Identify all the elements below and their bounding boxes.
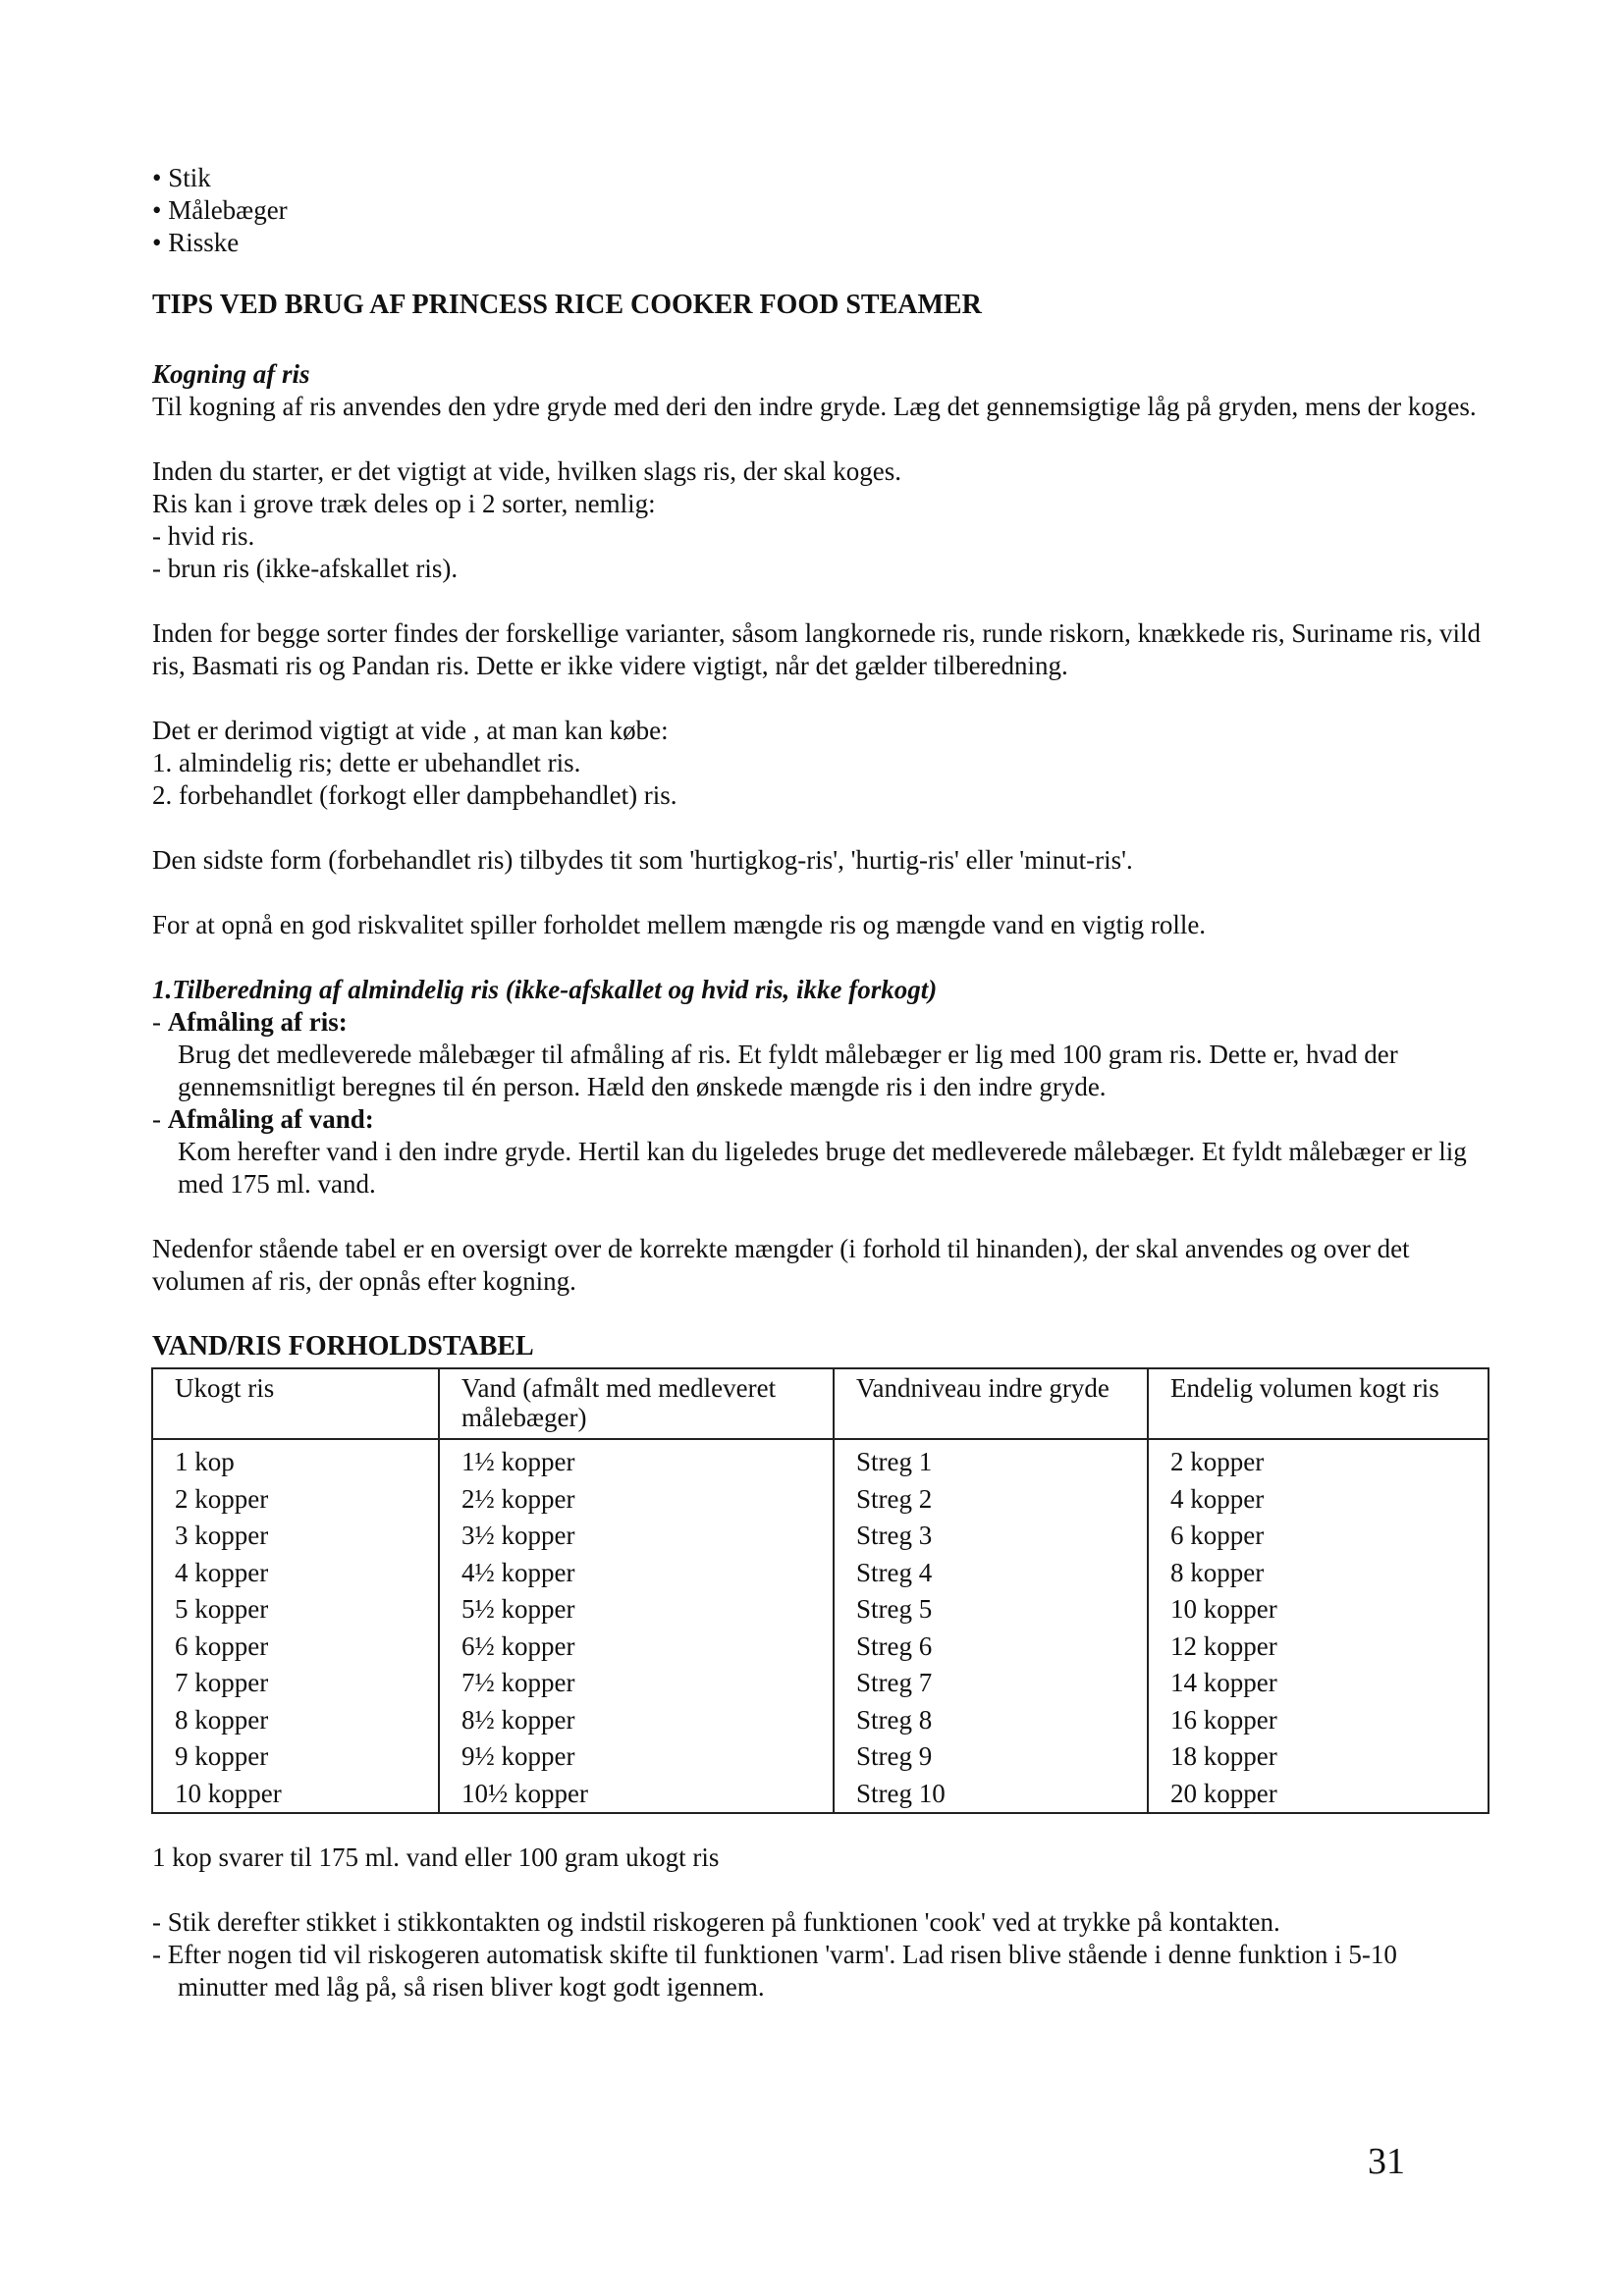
page-number: 31 bbox=[1368, 2141, 1405, 2182]
table-intro: Nedenfor stående tabel er en oversigt over de korrekte mængder (i forhold til hinanden), der skal anvendes og over det volumen af ris, der opnås efter kogning. bbox=[152, 1234, 1410, 1296]
table-cell: 14 kopper bbox=[1148, 1665, 1489, 1702]
water-measure-label-text: Afmåling af vand: bbox=[167, 1104, 374, 1134]
col-header: Vandniveau indre gryde bbox=[834, 1368, 1148, 1439]
table-cell: 6½ kopper bbox=[439, 1629, 834, 1666]
table-cell: 10 kopper bbox=[1148, 1591, 1489, 1629]
table-row bbox=[152, 1702, 1489, 1739]
table-row bbox=[152, 1555, 1489, 1592]
table-cell: 8 kopper bbox=[152, 1702, 439, 1739]
table-cell: Streg 5 bbox=[834, 1591, 1148, 1629]
table-cell: 8½ kopper bbox=[439, 1702, 834, 1739]
table-cell: Streg 1 bbox=[834, 1439, 1148, 1481]
table-cell: 5½ kopper bbox=[439, 1591, 834, 1629]
table-title: VAND/RIS FORHOLDSTABEL bbox=[152, 1331, 534, 1362]
table-cell: Streg 9 bbox=[834, 1738, 1148, 1776]
table-cell: 6 kopper bbox=[1148, 1518, 1489, 1555]
text-line: Inden du starter, er det vigtigt at vide, hvilken slags ris, der skal koges. bbox=[152, 456, 901, 486]
col-header: Endelig volumen kogt ris bbox=[1148, 1368, 1489, 1439]
cooking-subheading: Kogning af ris bbox=[152, 359, 310, 389]
text-line: Det er derimod vigtigt at vide , at man kan købe: bbox=[152, 716, 669, 745]
table-cell: 9½ kopper bbox=[439, 1738, 834, 1776]
table-row bbox=[152, 1776, 1489, 1814]
table-cell: Streg 6 bbox=[834, 1629, 1148, 1666]
table-cell: 16 kopper bbox=[1148, 1702, 1489, 1739]
table-cell: 7½ kopper bbox=[439, 1665, 834, 1702]
table-cell: 20 kopper bbox=[1148, 1776, 1489, 1814]
table-cell: 10½ kopper bbox=[439, 1776, 834, 1814]
table-row bbox=[152, 1518, 1489, 1555]
paragraph: Den sidste form (forbehandlet ris) tilbydes tit som 'hurtigkog-ris', 'hurtig-ris' eller 'minut-ris'. bbox=[152, 845, 1133, 875]
table-cell: Streg 10 bbox=[834, 1776, 1148, 1814]
purchase-paragraph bbox=[152, 715, 1488, 812]
rice-measure-label-text: Afmåling af ris: bbox=[167, 1007, 348, 1037]
rice-types-paragraph bbox=[152, 455, 1488, 585]
water-measure-label: - Afmåling af vand: bbox=[152, 1104, 374, 1134]
rice-measure-text: Brug det medleverede målebæger til afmåling af ris. Et fyldt målebæger er lig med 100 gram ris. Dette er, hvad der gennemsnitligt beregnes til én person. Hæld den ønskede mængde ris i den indre gryde. bbox=[178, 1040, 1398, 1101]
text-line: Ris kan i grove træk deles op i 2 sorter, nemlig: bbox=[152, 489, 656, 518]
table-cell: 3½ kopper bbox=[439, 1518, 834, 1555]
list-item: • Stik bbox=[152, 162, 1488, 194]
table-cell: Streg 7 bbox=[834, 1665, 1148, 1702]
table-cell: 4 kopper bbox=[152, 1555, 439, 1592]
table-cell: 12 kopper bbox=[1148, 1629, 1489, 1666]
table-row bbox=[152, 1481, 1489, 1519]
table-cell: 1½ kopper bbox=[439, 1439, 834, 1481]
table-row bbox=[152, 1439, 1489, 1481]
table-cell: 4½ kopper bbox=[439, 1555, 834, 1592]
table-cell: 18 kopper bbox=[1148, 1738, 1489, 1776]
table-row bbox=[152, 1629, 1489, 1666]
paragraph: Til kogning af ris anvendes den ydre gryde med deri den indre gryde. Læg det gennemsigtige låg på gryden, mens der koges. bbox=[152, 392, 1477, 421]
list-item: • Risske bbox=[152, 227, 1488, 259]
instruction-item: - Stik derefter stikket i stikkontakten og indstil riskogeren på funktionen 'cook' ved at trykke på kontakten. bbox=[152, 1907, 1280, 1937]
table-cell: 5 kopper bbox=[152, 1591, 439, 1629]
section-heading: TIPS VED BRUG AF PRINCESS RICE COOKER FOOD STEAMER bbox=[152, 290, 982, 320]
table-cell: 7 kopper bbox=[152, 1665, 439, 1702]
paragraph: For at opnå en god riskvalitet spiller forholdet mellem mængde ris og mængde vand en vigtig rolle. bbox=[152, 910, 1207, 939]
table-row bbox=[152, 1591, 1489, 1629]
section1-title: 1.Tilberedning af almindelig ris (ikke-afskallet og hvid ris, ikke forkogt) bbox=[152, 975, 938, 1004]
table-cell: Streg 4 bbox=[834, 1555, 1148, 1592]
table-cell: 2 kopper bbox=[1148, 1439, 1489, 1481]
instruction-item: - Efter nogen tid vil riskogeren automatisk skifte til funktionen 'varm'. Lad risen blive stående i denne funktion i 5-10 minutter med låg på, så risen bliver kogt godt igennem. bbox=[152, 1940, 1397, 2002]
table-cell: Streg 3 bbox=[834, 1518, 1148, 1555]
list-item: • Målebæger bbox=[152, 194, 1488, 227]
table-cell: 9 kopper bbox=[152, 1738, 439, 1776]
table-cell: 6 kopper bbox=[152, 1629, 439, 1666]
table-cell: 2 kopper bbox=[152, 1481, 439, 1519]
instruction-list bbox=[152, 1906, 1488, 2003]
accessory-list bbox=[152, 162, 1488, 259]
table-note: 1 kop svarer til 175 ml. vand eller 100 gram ukogt ris bbox=[152, 1842, 720, 1872]
table-cell: 10 kopper bbox=[152, 1776, 439, 1814]
text-line: - brun ris (ikke-afskallet ris). bbox=[152, 554, 459, 583]
document-page bbox=[152, 162, 1488, 2003]
rice-measure-label: - Afmåling af ris: bbox=[152, 1007, 348, 1037]
table-cell: 2½ kopper bbox=[439, 1481, 834, 1519]
table-cell: Streg 8 bbox=[834, 1702, 1148, 1739]
text-line: 2. forbehandlet (forkogt eller dampbehandlet) ris. bbox=[152, 780, 677, 810]
table-body bbox=[152, 1439, 1489, 1813]
table-cell: 4 kopper bbox=[1148, 1481, 1489, 1519]
table-row bbox=[152, 1738, 1489, 1776]
table-cell: 3 kopper bbox=[152, 1518, 439, 1555]
water-measure-text: Kom herefter vand i den indre gryde. Hertil kan du ligeledes bruge det medleverede målebæger. Et fyldt målebæger er lig med 175 ml. vand. bbox=[178, 1137, 1467, 1199]
text-line: - hvid ris. bbox=[152, 521, 255, 551]
text-line: 1. almindelig ris; dette er ubehandlet ris. bbox=[152, 748, 581, 777]
ratio-table bbox=[151, 1367, 1489, 1814]
table-row bbox=[152, 1665, 1489, 1702]
table-cell: Streg 2 bbox=[834, 1481, 1148, 1519]
table-cell: 8 kopper bbox=[1148, 1555, 1489, 1592]
paragraph: Inden for begge sorter findes der forskellige varianter, såsom langkornede ris, runde riskorn, knækkede ris, Suriname ris, vild ris, Basmati ris og Pandan ris. Dette er ikke videre vigtigt, når det gælder tilberedning. bbox=[152, 618, 1482, 680]
col-header: Ukogt ris bbox=[152, 1368, 439, 1439]
table-cell: 1 kop bbox=[152, 1439, 439, 1481]
table-header-row bbox=[152, 1368, 1489, 1439]
col-header: Vand (afmålt med medleveret målebæger) bbox=[439, 1368, 834, 1439]
